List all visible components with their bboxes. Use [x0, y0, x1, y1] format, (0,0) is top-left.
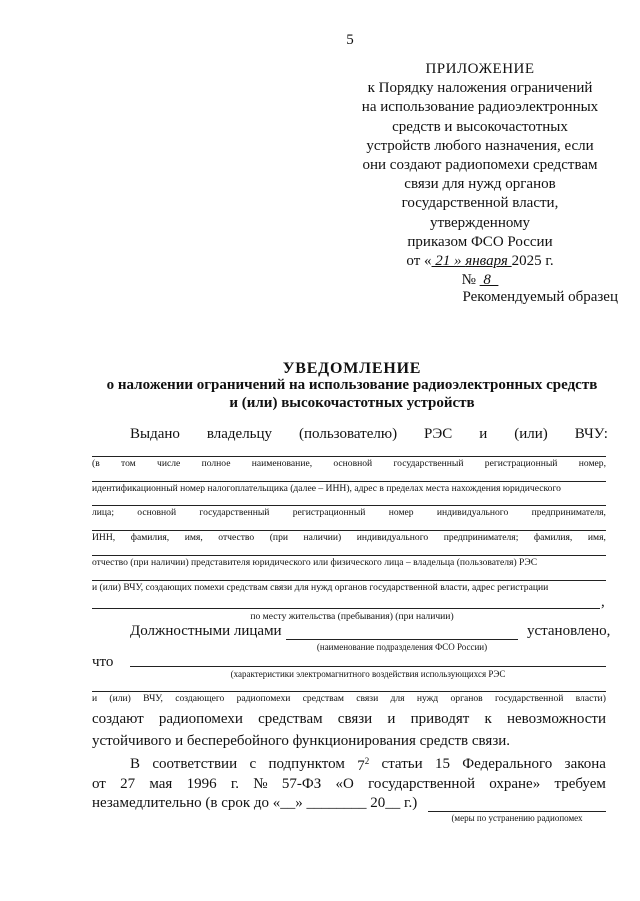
- em-caption: (характеристики электромагнитного воздействия использующихся РЭС: [230, 669, 506, 679]
- em-characteristics-field[interactable]: [130, 666, 606, 667]
- hint-word: полное: [201, 458, 231, 469]
- body-word: подпунктом: [268, 756, 345, 772]
- issued-word: и: [479, 426, 488, 442]
- caption-word: связи: [356, 693, 379, 704]
- caption-word: органов: [450, 693, 483, 704]
- hint-word: имя,: [184, 532, 203, 543]
- date-prefix: от «: [406, 253, 432, 270]
- body-word: охране»: [489, 776, 541, 792]
- hint-word: фамилия,: [130, 532, 170, 543]
- order-number: [340, 271, 620, 290]
- hint-word: государственный: [393, 458, 464, 469]
- caption-word: власти): [575, 693, 606, 704]
- page-number: 5: [346, 32, 354, 48]
- fill-line[interactable]: [92, 505, 606, 506]
- hint-word: наличии): [303, 532, 342, 543]
- caption-word: нужд: [416, 693, 439, 704]
- hint-word: лица;: [92, 507, 114, 518]
- appendix-line: связи для нужд органов: [404, 176, 556, 193]
- caption-word: для: [390, 693, 405, 704]
- issued-word: (или): [514, 426, 548, 442]
- sample-label: Рекомендуемый образец: [462, 289, 618, 305]
- body-word: создают: [92, 711, 144, 727]
- caption-word: (или): [109, 693, 131, 704]
- caption-word: радиопомехи: [236, 693, 291, 704]
- body-word: связи: [337, 711, 373, 727]
- that-label: что: [92, 654, 114, 670]
- caption-word: и: [92, 693, 98, 704]
- fso-caption: (наименование подразделения ФСО России): [316, 642, 488, 652]
- hint-word: числе: [157, 458, 181, 469]
- hint-row-1: [92, 458, 606, 469]
- number-prefix: №: [461, 272, 480, 289]
- body-word: №: [253, 776, 268, 792]
- hint-row-5: отчество (при наличии) представителя юридического или физического лица – владельца (пользователя) РЭС: [92, 557, 538, 568]
- hint-word: регистрационный: [292, 507, 366, 518]
- measures-field[interactable]: [428, 811, 606, 812]
- hint-word: предпринимателя,: [531, 507, 606, 518]
- hint-word: отчество: [218, 532, 255, 543]
- hint-row-2: идентификационный номер налогоплательщика (далее – ИНН), адрес в пределах места нахождения юридического: [92, 483, 561, 494]
- hint-word: основной: [333, 458, 373, 469]
- appendix-title: ПРИЛОЖЕНИЕ: [425, 61, 535, 77]
- hint-word: индивидуального: [356, 532, 429, 543]
- issued-word: РЭС: [424, 426, 453, 442]
- notice-subtitle-2: и (или) высокочастотных устройств: [229, 395, 475, 411]
- vchu-caption: [92, 693, 606, 704]
- fill-line[interactable]: [92, 481, 606, 482]
- order-date: [340, 252, 620, 271]
- hint-row-4: [92, 532, 606, 543]
- date-month: января: [465, 253, 512, 270]
- body-word: 27: [120, 776, 136, 792]
- hint-word: наименование,: [251, 458, 313, 469]
- body-word: требуем: [554, 776, 606, 792]
- officials-label: Должностными лицами: [130, 623, 282, 639]
- issued-to-line: [130, 426, 608, 443]
- notice-title: УВЕДОМЛЕНИЕ: [282, 360, 422, 377]
- hint-word: основной: [137, 507, 177, 518]
- body-word: г.: [230, 776, 240, 792]
- body-word: радиопомехи: [158, 711, 243, 727]
- body-word: 1996: [186, 776, 217, 792]
- body-word: к: [484, 711, 492, 727]
- notice-subtitle-1: о наложении ограничений на использование радиоэлектронных средств: [106, 377, 598, 393]
- fill-line[interactable]: [92, 691, 606, 692]
- date-mid: »: [454, 253, 466, 270]
- hint-word: (при: [269, 532, 288, 543]
- body-word: от: [92, 776, 106, 792]
- body-word: 57-ФЗ: [281, 776, 322, 792]
- body-word: с: [249, 756, 257, 772]
- fill-line[interactable]: [92, 530, 606, 531]
- caption-word: ВЧУ,: [143, 693, 163, 704]
- caption-word: государственной: [495, 693, 564, 704]
- hint-word: номер: [388, 507, 414, 518]
- body-word: 7: [357, 758, 365, 774]
- fill-line[interactable]: [92, 580, 606, 581]
- hint-word: номер,: [578, 458, 606, 469]
- hint-word: том: [121, 458, 136, 469]
- body-word: приводят: [410, 711, 470, 727]
- date-year: 2025 г.: [511, 253, 554, 270]
- appendix-block: [340, 60, 620, 290]
- hint-word: государственный: [199, 507, 270, 518]
- law-line-1: [130, 756, 606, 775]
- deadline-line: незамедлительно (в срок до «__» ________ 20__ г.): [92, 795, 418, 811]
- stable-line: устойчивого и бесперебойного функционирования средств связи.: [92, 733, 511, 749]
- appendix-line: устройств любого назначения, если: [366, 137, 594, 154]
- hint-word: индивидуального: [436, 507, 509, 518]
- issued-word: (пользователю): [299, 426, 398, 442]
- hint-row-3: [92, 507, 606, 518]
- body-word: закона: [564, 756, 606, 772]
- fill-line[interactable]: [92, 555, 606, 556]
- body-word: мая: [149, 776, 173, 792]
- body-word: статьи: [381, 756, 423, 772]
- hint-word: фамилия,: [533, 532, 573, 543]
- caption-word: средствам: [302, 693, 344, 704]
- number-value: 8: [479, 272, 499, 289]
- body-word: соответствии: [152, 756, 238, 772]
- issued-word: владельцу: [206, 426, 273, 442]
- appendix-line: государственной власти,: [401, 195, 559, 212]
- hint-word: регистрационный: [484, 458, 558, 469]
- hint-word: (в: [92, 458, 100, 469]
- hint-row-6: и (или) ВЧУ, создающих помехи средствам связи для нужд органов государственной власти, адрес регистрации: [92, 582, 549, 593]
- fill-line[interactable]: [92, 608, 600, 609]
- body-word: Федерального: [462, 756, 553, 772]
- body-word: «О: [335, 776, 354, 792]
- body-word: и: [387, 711, 396, 727]
- superscript: 2: [364, 756, 370, 766]
- residence-caption: по месту жительства (пребывания) (при наличии): [250, 611, 454, 622]
- appendix-line: средств и высокочастотных: [392, 118, 568, 135]
- appendix-line: на использование радиоэлектронных: [361, 99, 599, 116]
- appendix-line: к Порядку наложения ограничений: [367, 80, 593, 97]
- body-word: невозможности: [506, 711, 606, 727]
- appendix-line: они создают радиопомехи средствам: [362, 157, 598, 174]
- appendix-line: утвержденному: [429, 214, 531, 231]
- fso-unit-field[interactable]: [286, 639, 518, 640]
- measures-caption: (меры по устранению радиопомех: [451, 813, 583, 823]
- law-line-2: [92, 776, 606, 793]
- appendix-line: приказом ФСО России: [407, 233, 553, 250]
- body-word: средствам: [258, 711, 323, 727]
- issued-word: Выдано: [130, 426, 180, 442]
- create-line: [92, 711, 606, 728]
- date-day: 21: [431, 253, 455, 270]
- issued-word: ВЧУ:: [574, 426, 608, 442]
- caption-word: создающего: [175, 693, 225, 704]
- hint-word: имя,: [587, 532, 606, 543]
- hint-word: предпринимателя;: [443, 532, 519, 543]
- established-label: установлено,: [527, 623, 611, 639]
- body-word: В: [130, 756, 141, 772]
- hint-word: ИНН,: [92, 532, 116, 543]
- comma-end: ,: [601, 594, 605, 610]
- body-word: 15: [434, 756, 450, 772]
- subparagraph-number: [357, 756, 369, 775]
- fill-line[interactable]: [92, 456, 606, 457]
- body-word: государственной: [368, 776, 475, 792]
